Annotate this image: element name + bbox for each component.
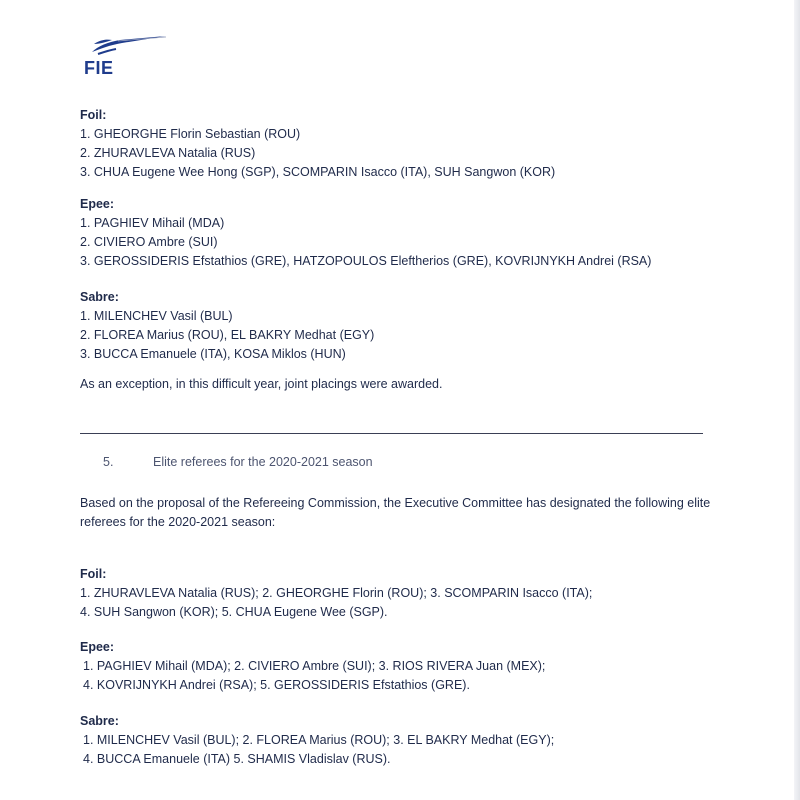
results-sabre-block (80, 288, 720, 364)
page-edge-shadow (794, 0, 800, 800)
results-foil-line: 1. GHEORGHE Florin Sebastian (ROU) (80, 127, 301, 141)
elite-foil-line: 4. SUH Sangwon (KOR); 5. CHUA Eugene Wee (SGP). (80, 605, 388, 619)
results-epee-title: Epee: (80, 197, 115, 211)
section-divider (80, 433, 703, 434)
elite-epee-title: Epee: (80, 640, 115, 654)
results-epee-line: 1. PAGHIEV Mihail (MDA) (80, 216, 225, 230)
results-sabre-title: Sabre: (80, 290, 119, 304)
elite-epee-line: 1. PAGHIEV Mihail (MDA); 2. CIVIERO Ambre (SUI); 3. RIOS RIVERA Juan (MEX); (83, 659, 546, 673)
results-epee-block (80, 195, 720, 271)
results-foil-title: Foil: (80, 108, 107, 122)
elite-foil-line: 1. ZHURAVLEVA Natalia (RUS); 2. GHEORGHE Florin (ROU); 3. SCOMPARIN Isacco (ITA); (80, 586, 593, 600)
elite-foil-block (80, 565, 720, 622)
section-title: Elite referees for the 2020-2021 season (153, 455, 373, 469)
results-foil-line: 2. ZHURAVLEVA Natalia (RUS) (80, 146, 256, 160)
results-epee-line: 3. GEROSSIDERIS Efstathios (GRE), HATZOPOULOS Eleftherios (GRE), KOVRIJNYKH Andrei (RSA) (80, 254, 652, 268)
results-epee-line: 2. CIVIERO Ambre (SUI) (80, 235, 218, 249)
elite-sabre-title: Sabre: (80, 714, 119, 728)
elite-sabre-line: 4. BUCCA Emanuele (ITA) 5. SHAMIS Vladislav (RUS). (83, 752, 391, 766)
results-foil-block (80, 106, 720, 182)
results-sabre-line: 1. MILENCHEV Vasil (BUL) (80, 309, 233, 323)
section-paragraph: Based on the proposal of the Refereeing Commission, the Executive Committee has designated the following elite referees for the 2020-2021 season: (80, 496, 711, 529)
elite-sabre-line: 1. MILENCHEV Vasil (BUL); 2. FLOREA Marius (ROU); 3. EL BAKRY Medhat (EGY); (83, 733, 555, 747)
results-sabre-line: 3. BUCCA Emanuele (ITA), KOSA Miklos (HUN) (80, 347, 346, 361)
elite-sabre-block (80, 712, 720, 769)
fie-logo (78, 30, 168, 80)
elite-epee-line: 4. KOVRIJNYKH Andrei (RSA); 5. GEROSSIDERIS Efstathios (GRE). (83, 678, 470, 692)
section-heading (103, 455, 373, 469)
logo-text: FIE (84, 58, 114, 78)
elite-foil-title: Foil: (80, 567, 107, 581)
results-note: As an exception, in this difficult year, joint placings were awarded. (80, 377, 443, 391)
section-number: 5. (103, 455, 114, 469)
results-sabre-line: 2. FLOREA Marius (ROU), EL BAKRY Medhat (EGY) (80, 328, 375, 342)
elite-epee-block (80, 638, 720, 695)
fencer-logo-icon (78, 30, 168, 60)
results-foil-line: 3. CHUA Eugene Wee Hong (SGP), SCOMPARIN Isacco (ITA), SUH Sangwon (KOR) (80, 165, 556, 179)
